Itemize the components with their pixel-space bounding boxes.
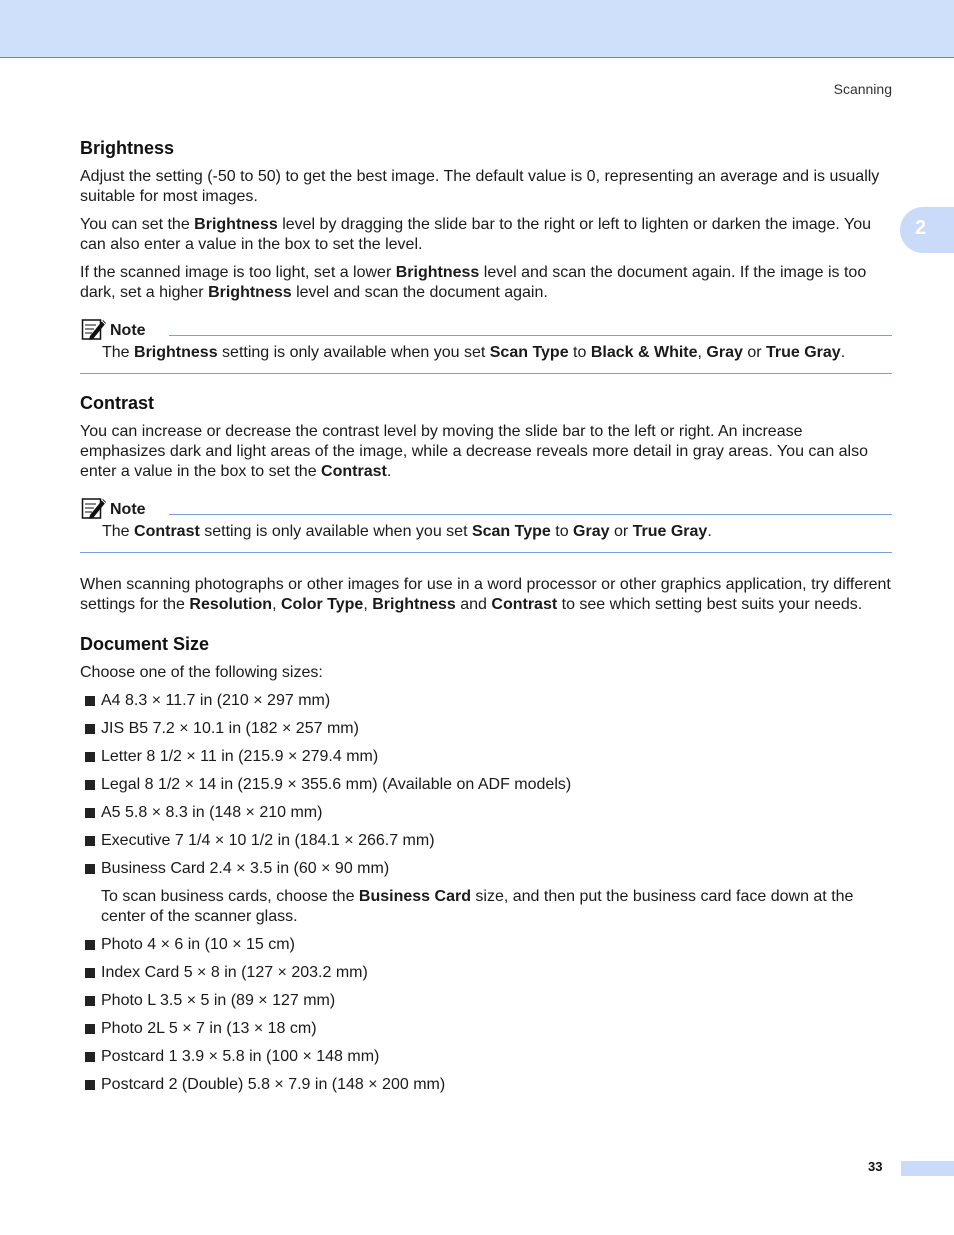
brightness-note [80,317,892,374]
bullet-square-icon [85,780,95,790]
note-text: The Brightness setting is only available when you set Scan Type to Black & White, Gray or True Gray. [102,344,846,361]
note-rule [169,514,892,515]
list-item: Photo 2L 5 × 7 in (13 × 18 cm) [80,1019,892,1039]
running-head: Scanning [833,81,892,97]
list-item: Photo 4 × 6 in (10 × 15 cm) [80,935,892,955]
list-item: Postcard 2 (Double) 5.8 × 7.9 in (148 × 200 mm) [80,1075,892,1095]
list-item: Business Card 2.4 × 3.5 in (60 × 90 mm) [80,859,892,879]
contrast-note [80,496,892,553]
brightness-heading: Brightness [80,138,175,158]
bullet-square-icon [85,1052,95,1062]
bullet-square-icon [85,724,95,734]
size-list [80,691,892,879]
page-content [80,137,892,1103]
contrast-paragraph: You can increase or decrease the contrast level by moving the slide bar to the left or right. An increase emphasizes dark and light areas of the image, while a decrease reveals more detail in gray areas. You can also enter a value in the box to set the Contrast. [80,423,869,480]
bullet-square-icon [85,836,95,846]
page-number: 33 [868,1159,883,1174]
page-number-bar [901,1161,954,1176]
note-label: Note [110,322,146,339]
bullet-square-icon [85,752,95,762]
bullet-square-icon [85,1080,95,1090]
note-text: The Contrast setting is only available when you set Scan Type to Gray or True Gray. [102,523,712,540]
list-item: A4 8.3 × 11.7 in (210 × 297 mm) [80,691,892,711]
note-pencil-icon [81,317,107,341]
list-item: Executive 7 1/4 × 10 1/2 in (184.1 × 266.7 mm) [80,831,892,851]
brightness-paragraph-2: You can set the Brightness level by dragging the slide bar to the right or left to lighten or darken the image. You can also enter a value in the box to set the level. [80,216,872,253]
document-size-intro: Choose one of the following sizes: [80,664,323,681]
bullet-square-icon [85,864,95,874]
business-card-note: To scan business cards, choose the Business Card size, and then put the business card face down at the center of the scanner glass. [101,888,854,925]
brightness-paragraph-1: Adjust the setting (-50 to 50) to get the best image. The default value is 0, representing an average and is usually suitable for most images. [80,168,880,205]
list-item: Postcard 1 3.9 × 5.8 in (100 × 148 mm) [80,1047,892,1067]
bullet-square-icon [85,808,95,818]
chapter-tab [900,207,954,253]
note-label: Note [110,501,146,518]
size-list-continued [80,935,892,1095]
general-paragraph: When scanning photographs or other images for use in a word processor or other graphics application, try different settings for the Resolution, Color Type, Brightness and Contrast to see which setting best suits your needs. [80,576,891,613]
list-item: Letter 8 1/2 × 11 in (215.9 × 279.4 mm) [80,747,892,767]
list-item: Index Card 5 × 8 in (127 × 203.2 mm) [80,963,892,983]
bullet-square-icon [85,940,95,950]
list-item: Photo L 3.5 × 5 in (89 × 127 mm) [80,991,892,1011]
brightness-paragraph-3: If the scanned image is too light, set a lower Brightness level and scan the document again. If the image is too dark, set a higher Brightness level and scan the document again. [80,264,867,301]
note-rule [169,335,892,336]
bullet-square-icon [85,996,95,1006]
bullet-square-icon [85,696,95,706]
list-item: Legal 8 1/2 × 14 in (215.9 × 355.6 mm) (Available on ADF models) [80,775,892,795]
bullet-square-icon [85,1024,95,1034]
list-item: JIS B5 7.2 × 10.1 in (182 × 257 mm) [80,719,892,739]
contrast-heading: Contrast [80,393,155,413]
header-band [0,0,954,58]
note-pencil-icon [81,496,107,520]
list-item: A5 5.8 × 8.3 in (148 × 210 mm) [80,803,892,823]
bullet-square-icon [85,968,95,978]
document-size-heading: Document Size [80,634,210,654]
chapter-number: 2 [915,217,927,239]
